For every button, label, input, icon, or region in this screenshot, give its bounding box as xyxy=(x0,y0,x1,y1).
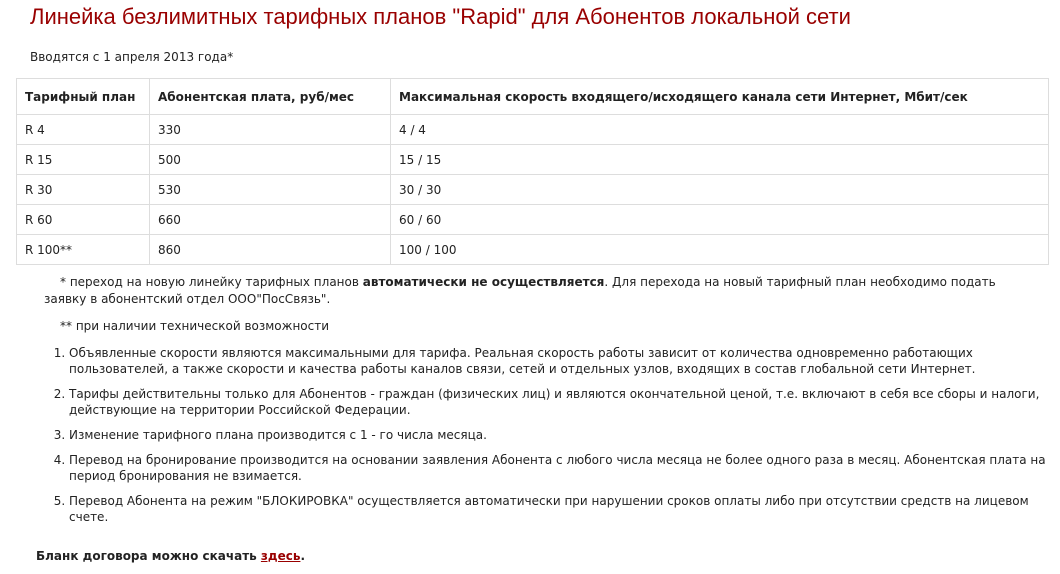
footer-period: . xyxy=(300,549,305,563)
footer-text: Бланк договора можно скачать xyxy=(36,549,261,563)
footnote-text-start: * переход на новую линейку тарифных планов xyxy=(60,275,363,289)
intro-text: Вводятся с 1 апреля 2013 года* xyxy=(30,50,234,64)
contract-download-line xyxy=(36,549,305,563)
list-item: 3. Изменение тарифного плана производится с 1 - го числа месяца. xyxy=(69,427,1049,443)
cell-fee: 330 xyxy=(150,115,391,145)
cell-fee: 660 xyxy=(150,205,391,235)
cell-plan: R 4 xyxy=(17,115,150,145)
table-row xyxy=(17,235,1049,265)
cell-speed: 100 / 100 xyxy=(391,235,1049,265)
footnote-auto-transfer xyxy=(44,274,1034,308)
list-item: 2. Тарифы действительны только для Абонентов - граждан (физических лиц) и являются окончательной ценой, т.е. включают в себя все сборы и налоги, действующие на территории Российской Федерации. xyxy=(69,386,1049,418)
table-row xyxy=(17,115,1049,145)
table-header-row xyxy=(17,79,1049,115)
cell-plan: R 30 xyxy=(17,175,150,205)
cell-plan: R 15 xyxy=(17,145,150,175)
column-header-plan: Тарифный план xyxy=(17,79,150,115)
footnote-technical: ** при наличии технической возможности xyxy=(60,319,330,333)
cell-plan: R 100** xyxy=(17,235,150,265)
table-row xyxy=(17,145,1049,175)
footnote-emphasis: автоматически не осуществляется xyxy=(362,275,605,289)
cell-fee: 500 xyxy=(150,145,391,175)
cell-plan: R 60 xyxy=(17,205,150,235)
cell-speed: 60 / 60 xyxy=(391,205,1049,235)
download-link[interactable]: здесь xyxy=(260,549,301,563)
cell-speed: 30 / 30 xyxy=(391,175,1049,205)
cell-speed: 15 / 15 xyxy=(391,145,1049,175)
list-item: 5. Перевод Абонента на режим "БЛОКИРОВКА" осуществляется автоматически при нарушении сроков оплаты либо при отсутствии средств на лицевом счете. xyxy=(69,493,1049,525)
column-header-fee: Абонентская плата, руб/мес xyxy=(150,79,391,115)
table-row xyxy=(17,205,1049,235)
list-item: 4. Перевод на бронирование производится на основании заявления Абонента с любого числа месяца не более одного раза в месяц. Абонентская плата на период бронирования не взимается. xyxy=(69,452,1049,484)
rules-list xyxy=(69,345,1049,534)
table-row xyxy=(17,175,1049,205)
footnote-text-end: . Для перехода на новый тарифный план необходимо подать заявку в абонентский отдел ООО"ПосСвязь". xyxy=(44,275,996,306)
cell-speed: 4 / 4 xyxy=(391,115,1049,145)
cell-fee: 530 xyxy=(150,175,391,205)
list-item: 1. Объявленные скорости являются максимальными для тарифа. Реальная скорость работы зависит от количества одновременно работающих пользователей, а также скорости и качества работы каналов связи, сетей и отдельных узлов, входящих в состав глобальной сети Интернет. xyxy=(69,345,1049,377)
tariff-table xyxy=(16,78,1049,265)
page-title: Линейка безлимитных тарифных планов "Rapid" для Абонентов локальной сети xyxy=(30,4,851,29)
cell-fee: 860 xyxy=(150,235,391,265)
column-header-speed: Максимальная скорость входящего/исходящего канала сети Интернет, Мбит/сек xyxy=(391,79,1049,115)
